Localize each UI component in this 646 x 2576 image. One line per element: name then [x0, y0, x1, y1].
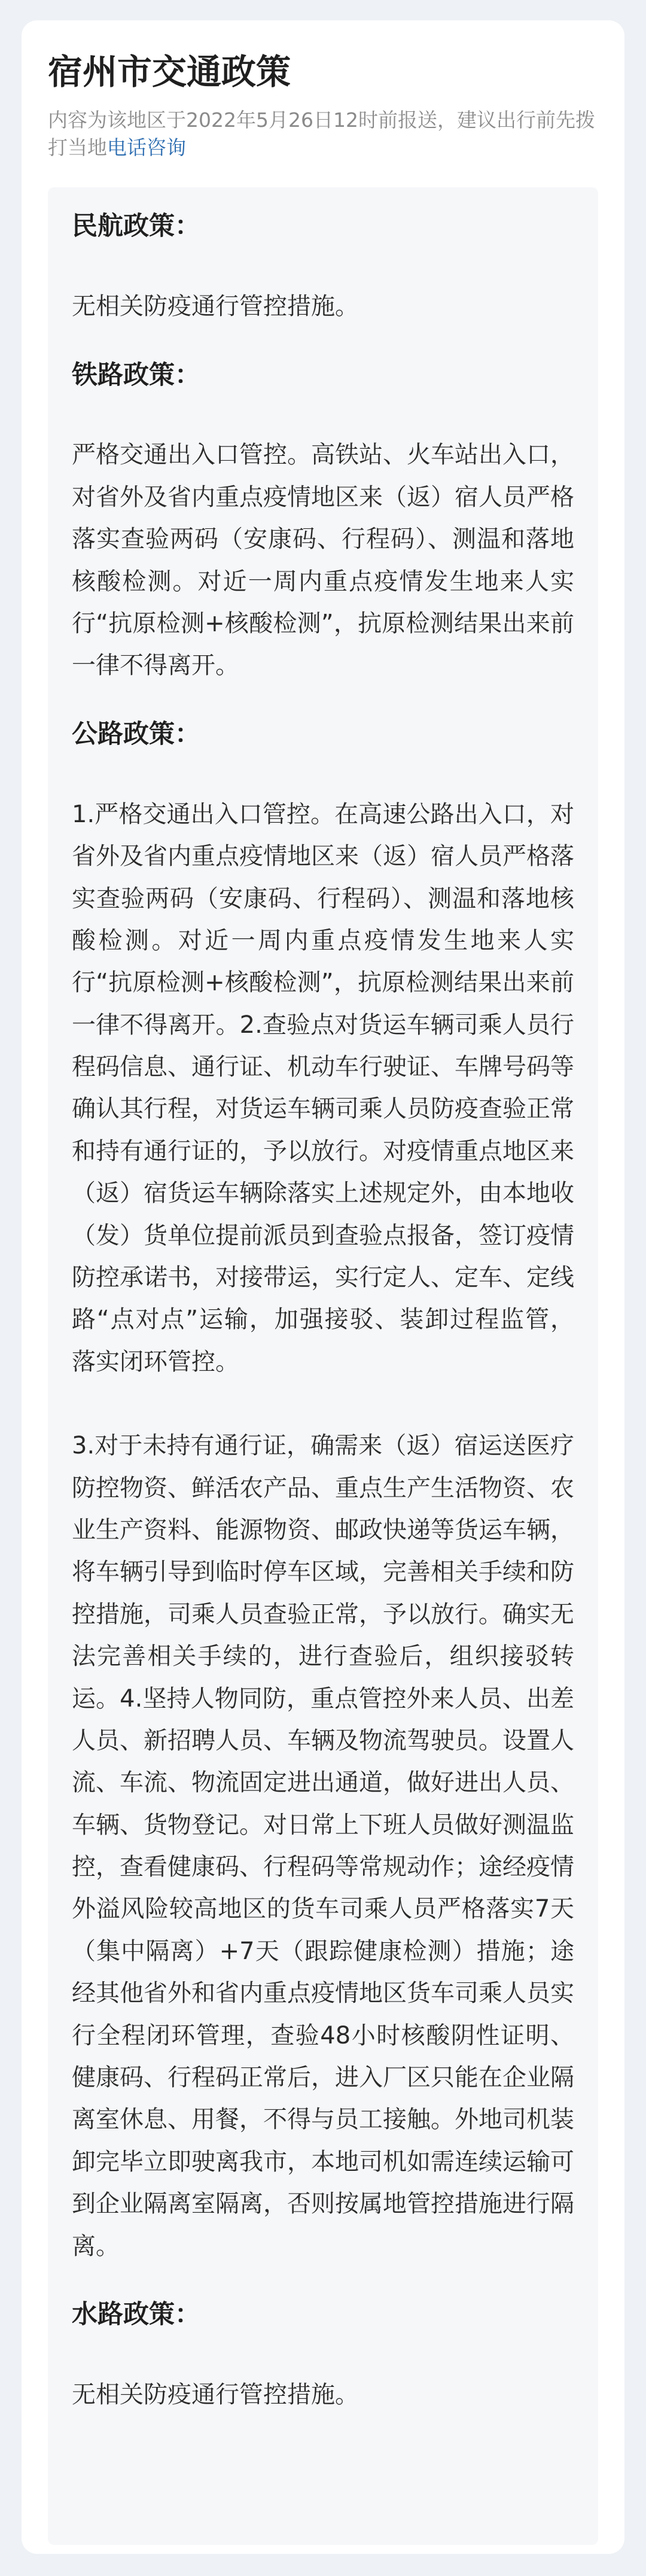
notice-text: 内容为该地区于2022年5月26日12时前报送，建议出行前先拨打当地	[48, 108, 595, 160]
section-paragraph: 1.严格交通出入口管控。在高速公路出入口，对省外及省内重点疫情地区来（返）宿人员严格落实查验两码（安康码、行程码）、测温和落地核酸检测。对近一周内重点疫情发生地来人实行“抗原检测+核酸检测”，抗原检测结果出来前一律不得离开。2.查验点对货运车辆司乘人员行程码信息、通行证、机动车行驶证、车牌号码等确认其行程，对货运车辆司乘人员防疫查验正常和持有通行证的，予以放行。对疫情重点地区来（返）宿货运车辆除落实上述规定外，由本地收（发）货单位提前派员到查验点报备，签订疫情防控承诺书，对接带运，实行定人、定车、定线路“点对点”运输，加强接驳、装卸过程监管，落实闭环管控。	[72, 800, 574, 1376]
policy-card	[22, 20, 624, 2554]
header	[22, 20, 624, 162]
section-railway	[72, 359, 574, 687]
section-title: 水路政策：	[72, 2300, 200, 2329]
phone-consult-link[interactable]: 电话咨询	[107, 136, 186, 160]
report-notice	[48, 107, 598, 163]
section-civil-aviation	[72, 210, 574, 327]
policy-content	[48, 187, 598, 2545]
section-paragraph: 无相关防疫通行管控措施。	[72, 2380, 359, 2408]
section-highway	[72, 718, 574, 2267]
section-title: 民航政策：	[72, 211, 200, 242]
section-waterway	[72, 2298, 574, 2416]
section-title: 公路政策：	[72, 719, 200, 749]
section-title: 铁路政策：	[72, 360, 200, 390]
page-title: 宿州市交通政策	[48, 51, 291, 92]
section-paragraph: 无相关防疫通行管控措施。	[72, 293, 359, 321]
section-paragraph: 严格交通出入口管控。高铁站、火车站出入口，对省外及省内重点疫情地区来（返）宿人员严格落实查验两码（安康码、行程码）、测温和落地核酸检测。对近一周内重点疫情发生地来人实行“抗原检测+核酸检测”，抗原检测结果出来前一律不得离开。	[72, 441, 574, 680]
section-paragraph: 3.对于未持有通行证，确需来（返）宿运送医疗防控物资、鲜活农产品、重点生产生活物资、农业生产资料、能源物资、邮政快递等货运车辆，将车辆引导到临时停车区域，完善相关手续和防控措施，司乘人员查验正常，予以放行。确实无法完善相关手续的，进行查验后，组织接驳转运。4.坚持人物同防，重点管控外来人员、出差人员、新招聘人员、车辆及物流驾驶员。设置人流、车流、物流固定进出通道，做好进出人员、车辆、货物登记。对日常上下班人员做好测温监控，查看健康码、行程码等常规动作；途经疫情外溢风险较高地区的货车司乘人员严格落实7天（集中隔离）+7天（跟踪健康检测）措施；途经其他省外和省内重点疫情地区货车司乘人员实行全程闭环管理，查验48小时核酸阴性证明、健康码、行程码正常后，进入厂区只能在企业隔离室休息、用餐，不得与员工接触。外地司机装卸完毕立即驶离我市，本地司机如需连续运输可到企业隔离室隔离，否则按属地管控措施进行隔离。	[72, 1432, 574, 2260]
